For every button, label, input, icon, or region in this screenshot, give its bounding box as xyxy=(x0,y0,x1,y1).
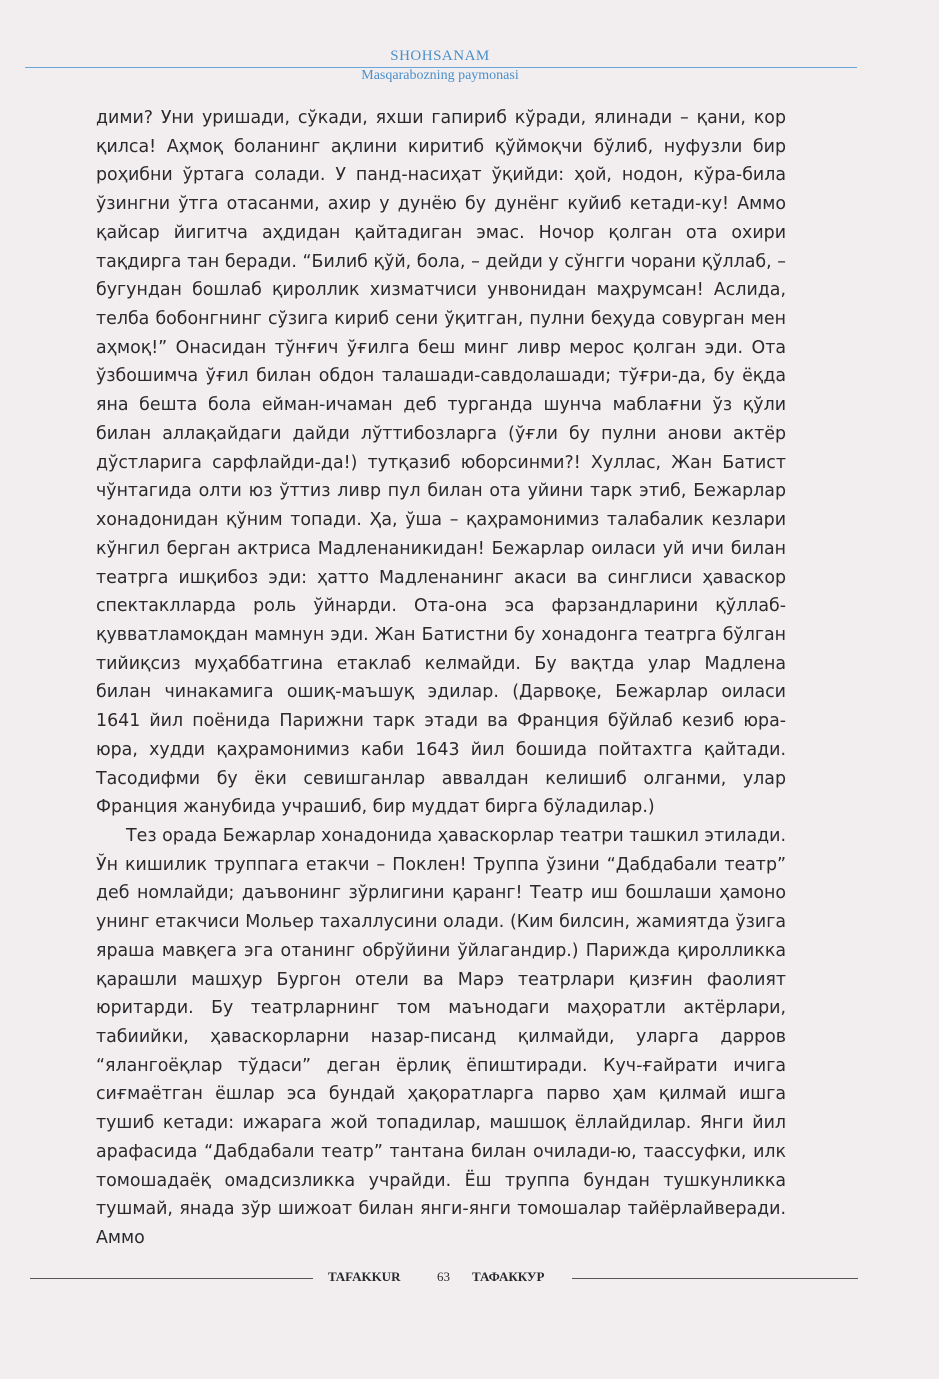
body-text xyxy=(96,104,786,1253)
footer-magazine-cyrillic: ТАФАККУР xyxy=(472,1269,545,1284)
footer-magazine-latin: TAFAKKUR xyxy=(328,1269,401,1284)
footer-rule-left xyxy=(30,1278,313,1279)
footer-rule-right xyxy=(572,1278,858,1279)
header-subtitle: Masqarabozning paymonasi xyxy=(361,68,519,83)
page-number: 63 xyxy=(437,1269,450,1284)
running-footer xyxy=(0,1268,939,1288)
paragraph: Тез орада Бежарлар хонадонида ҳаваскорлар театри ташкил этилади. Ўн кишилик труппага етакчи – Поклен! Труппа ўзини “Дабдабали театр” деб номлайди; даъвонинг зўрлигини қаранг! Театр иш бошлаши ҳамоно унинг етакчиси Мольер тахаллусини олади. (Ким билсин, жамиятда ўзига яраша мавқега эга отанинг обрўйини ўйлагандир.) Парижда қиролликка қарашли машҳур Бургон отели ва Марэ театрлари қизғин фаолият юритарди. Бу театрларнинг том маънодаги маҳоратли актёрлари, табиийки, ҳаваскорларни назар-писанд қилмайди, уларга дарров “ялангоёқлар тўдаси” деган ёрлиқ ёпиштиради. Куч-ғайрати ичига сиғмаётган ёшлар эса бундай ҳақоратларга парво ҳам қилмай ишга тушиб кетади: ижарага жой топадилар, машшоқ ёллайдилар. Янги йил арафасида “Дабдабали театр” тантана билан очилади-ю, таассуфки, илк томошадаёқ омадсизликка учрайди. Ёш труппа бундан тушкунликка тушмай, янада зўр шижоат билан янги-янги томошалар тайёрлайверади. Аммо xyxy=(96,825,786,1249)
paragraph: дими? Уни уришади, сўкади, яхши гапириб кўради, ялинади – қани, кор қилса! Аҳмоқ боланинг ақлини киритиб қўймоқчи бўлиб, нуфузли бир роҳибни ўртага солади. У панд-насиҳат ўқийди: ҳой, нодон, кўра-била ўзингни ўтга отасанми, ахир у дунёю бу дунёнг куйиб кетади-ку! Аммо қайсар йигитча аҳдидан қайтадиган эмас. Ночор қолган ота охири тақдирга тан беради. “Билиб қўй, бола, – дейди у сўнгги чорани қўллаб, – бугундан бошлаб қироллик хизматчиси унвонидан маҳрумсан! Аслида, телба бобонгнинг сўзига кириб сени ўқитган, пулни беҳуда совурган мен аҳмоқ!” Онасидан тўнғич ўғилга беш минг ливр мерос қолган эди. Ота ўзбошимча ўғил билан обдон талашади-савдолашади; тўғри-да, бу ёқда яна бешта бола ейман-ичаман деб турганда шунча маблағни ўз қўли билан аллақайдаги дайди лўттибозларга (ўғли бу пулни анови актёр дўстларига сарфлайди-да!) тутқазиб юборсинми?! Хуллас, Жан Батист чўнтагида олти юз ўттиз ливр пул билан ота уйини тарк этиб, Бежарлар хонадонидан қўним топади. Ҳа, ўша – қаҳрамонимиз талабалик кезлари кўнгил берган актриса Мадленаникидан! Бежарлар оиласи уй ичи билан театрга ишқибоз эди: ҳатто Мадленанинг акаси ва синглиси ҳаваскор спектаклларда роль ўйнарди. Ота-она эса фарзандларини қўллаб-қувватламоқдан мамнун эди. Жан Батистни бу хонадонга театрга бўлган тийиқсиз муҳаббатгина етаклаб келмайди. Бу вақтда улар Мадлена билан чинакамига ошиқ-маъшуқ эдилар. (Дарвоқе, Бежарлар оиласи 1641 йил поёнида Парижни тарк этади ва Франция бўйлаб кезиб юра-юра, худди қаҳрамонимиз каби 1643 йил бошида пойтахтга қайтади. Тасодифми бу ёки севишганлар аввалдан келишиб олганми, улар Франция жанубида учрашиб, бир муддат бирга бўладилар.) xyxy=(96,108,786,818)
header-title: SHOHSANAM xyxy=(390,48,490,64)
